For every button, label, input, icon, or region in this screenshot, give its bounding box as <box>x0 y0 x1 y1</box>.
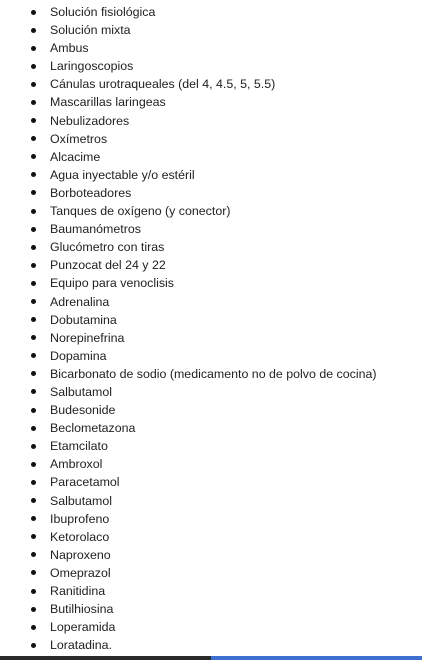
bullet-icon <box>31 154 36 159</box>
list-item-text: Solución mixta <box>50 23 131 38</box>
bullet-icon <box>31 10 36 15</box>
bullet-icon <box>31 534 36 539</box>
list-item <box>0 220 422 238</box>
bottom-bar-dark-segment <box>0 656 211 660</box>
bullet-icon <box>31 172 36 177</box>
list-item-text: Adrenalina <box>50 294 110 309</box>
bullet-icon <box>31 408 36 413</box>
bullet-icon <box>31 118 36 123</box>
bullet-icon <box>31 589 36 594</box>
bullet-icon <box>31 552 36 557</box>
list-item <box>0 21 422 39</box>
list-item <box>0 600 422 618</box>
list-item <box>0 57 422 75</box>
list-item-text: Agua inyectable y/o estéril <box>50 167 195 182</box>
list-item <box>0 419 422 437</box>
bullet-icon <box>31 516 36 521</box>
bottom-bar <box>0 656 422 660</box>
list-item-text: Ibuprofeno <box>50 511 110 526</box>
bullet-icon <box>31 389 36 394</box>
list-item <box>0 636 422 654</box>
list-item <box>0 39 422 57</box>
list-item <box>0 618 422 636</box>
list-item <box>0 256 422 274</box>
bullet-icon <box>31 299 36 304</box>
list-item <box>0 166 422 184</box>
list-item-text: Oxímetros <box>50 131 108 146</box>
list-item <box>0 383 422 401</box>
list-item-text: Glucómetro con tiras <box>50 240 165 255</box>
list-item <box>0 455 422 473</box>
list-item-text: Ambus <box>50 41 89 56</box>
bullet-icon <box>31 209 36 214</box>
list-item-text: Dobutamina <box>50 312 117 327</box>
bullet-icon <box>31 353 36 358</box>
list-item-text: Alcacime <box>50 149 101 164</box>
list-item-text: Ambroxol <box>50 457 103 472</box>
list-item <box>0 546 422 564</box>
bullet-icon <box>31 607 36 612</box>
bullet-icon <box>31 245 36 250</box>
list-item-text: Salbutamol <box>50 384 112 399</box>
list-item <box>0 401 422 419</box>
list-item <box>0 510 422 528</box>
bullet-icon <box>31 263 36 268</box>
bullet-icon <box>31 100 36 105</box>
list-item-text: Nebulizadores <box>50 113 130 128</box>
bullet-icon <box>31 371 36 376</box>
supply-list <box>0 3 422 654</box>
bottom-bar-blue-segment <box>211 656 422 660</box>
bullet-icon <box>31 480 36 485</box>
list-item-text: Dopamina <box>50 348 107 363</box>
list-item-text: Budesonide <box>50 403 116 418</box>
list-item-text: Ketorolaco <box>50 529 110 544</box>
list-item-text: Cánulas urotraqueales (del 4, 4.5, 5, 5.5) <box>50 77 276 92</box>
list-item-text: Butilhiosina <box>50 602 114 617</box>
bullet-icon <box>31 136 36 141</box>
list-item <box>0 365 422 383</box>
list-item <box>0 473 422 491</box>
list-item-text: Loperamida <box>50 620 116 635</box>
bullet-icon <box>31 444 36 449</box>
list-item <box>0 274 422 292</box>
list-item-text: Equipo para venoclisis <box>50 276 174 291</box>
bullet-icon <box>31 190 36 195</box>
list-item <box>0 202 422 220</box>
list-item <box>0 528 422 546</box>
list-item-text: Mascarillas laringeas <box>50 95 166 110</box>
bullet-icon <box>31 28 36 33</box>
list-item <box>0 3 422 21</box>
bullet-icon <box>31 426 36 431</box>
bullet-icon <box>31 64 36 69</box>
list-item-text: Etamcilato <box>50 439 108 454</box>
list-item <box>0 75 422 93</box>
bullet-icon <box>31 335 36 340</box>
list-item-text: Tanques de oxígeno (y conector) <box>50 204 231 219</box>
list-item-text: Loratadina. <box>50 638 113 653</box>
list-item <box>0 311 422 329</box>
list-item <box>0 184 422 202</box>
list-item-text: Borboteadores <box>50 185 132 200</box>
list-item <box>0 238 422 256</box>
list-item <box>0 93 422 111</box>
bullet-icon <box>31 82 36 87</box>
list-item <box>0 148 422 166</box>
list-item <box>0 564 422 582</box>
list-item-text: Beclometazona <box>50 421 136 436</box>
bullet-icon <box>31 462 36 467</box>
list-item-text: Laringoscopios <box>50 59 134 74</box>
bullet-icon <box>31 498 36 503</box>
list-item-text: Salbutamol <box>50 493 112 508</box>
list-item-text: Punzocat del 24 y 22 <box>50 258 166 273</box>
list-item-text: Solución fisiológica <box>50 5 156 19</box>
bullet-icon <box>31 317 36 322</box>
list-item <box>0 437 422 455</box>
list-item-text: Naproxeno <box>50 547 111 562</box>
list-item-text: Paracetamol <box>50 475 120 490</box>
bullet-icon <box>31 46 36 51</box>
list-item <box>0 329 422 347</box>
bullet-icon <box>31 570 36 575</box>
list-item-text: Ranitidina <box>50 584 106 598</box>
list-item-text: Baumanómetros <box>50 222 141 237</box>
list-item <box>0 130 422 148</box>
list-item <box>0 347 422 365</box>
list-item-text: Bicarbonato de sodio (medicamento no de polvo de cocina) <box>50 366 377 381</box>
list-item <box>0 293 422 311</box>
bullet-icon <box>31 227 36 232</box>
list-item <box>0 112 422 130</box>
bullet-icon <box>31 281 36 286</box>
bullet-icon <box>31 643 36 648</box>
list-item-text: Norepinefrina <box>50 330 125 345</box>
list-item-text: Omeprazol <box>50 565 111 580</box>
list-item <box>0 492 422 510</box>
list-item <box>0 582 422 600</box>
bullet-icon <box>31 625 36 630</box>
